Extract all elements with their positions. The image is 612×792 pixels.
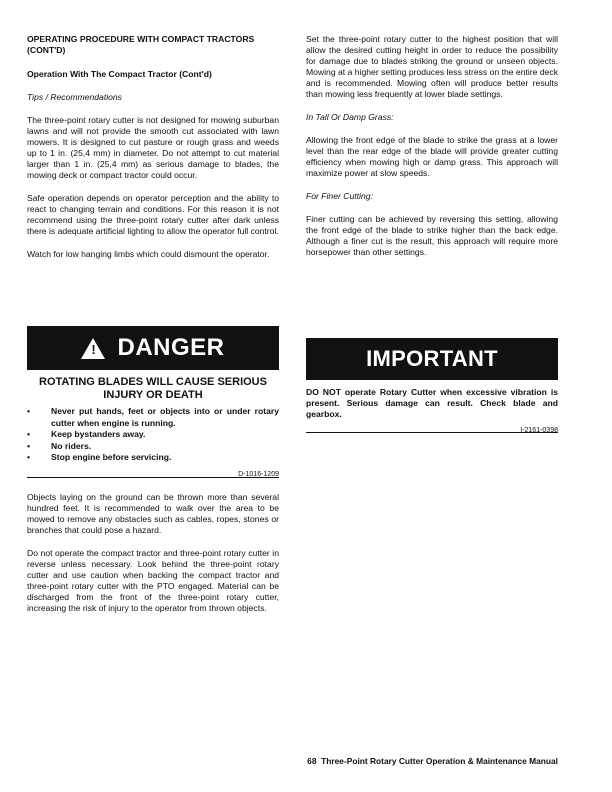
paragraph-thrown-objects: Objects laying on the ground can be thrown more than several hundred feet. It is recommended to walk over the area to be mowed to remove any obstacles such as cables, ropes, stones or branches that could pose a hazard. xyxy=(27,492,279,535)
paragraph-cutting-height: Set the three-point rotary cutter to the highest position that will allow the desired cutting height in order to reduce the possibility for damage due to blades striking the ground or unseen objects. Mowing at a higher setting produces less stress on the entire deck and is recommended. Mowing often will produce better results than mowing less frequently at lower blade settings. xyxy=(306,34,558,99)
paragraph-low-limbs: Watch for low hanging limbs which could dismount the operator. xyxy=(27,249,270,259)
important-notice-box xyxy=(306,338,558,433)
paragraph-finer-cutting: Finer cutting can be achieved by reversing this setting, allowing the front edge of the blade to strike higher than the back edge. Although a finer cut is the result, this approach will require more horsepower than other settings. xyxy=(306,214,558,257)
important-text: DO NOT operate Rotary Cutter when excessive vibration is present. Serious damage can result. Check blade and gearbox. xyxy=(306,387,558,419)
tall-grass-label: In Tall Or Damp Grass: xyxy=(306,112,394,122)
danger-bullet: • Stop engine before servicing. xyxy=(27,452,279,464)
danger-bullet-list xyxy=(27,406,279,464)
page-footer xyxy=(307,756,558,766)
danger-title: ROTATING BLADES WILL CAUSE SERIOUS INJURY OR DEATH xyxy=(39,376,267,401)
left-column xyxy=(27,34,279,260)
important-decal-code: I-2161-0398 xyxy=(520,427,558,434)
paragraph-safe-operation: Safe operation depends on operator perception and the ability to react to changing terrain and conditions. For this reason it is not recommend using the three-point rotary cutter after dark unless there is adequate artificial lighting to allow the operator full control. xyxy=(27,193,279,236)
paragraph-design-limits: The three-point rotary cutter is not designed for mowing suburban lawns and will not provide the smooth cut associated with lawn mowers. It is designed to cut pasture or rough grass and weeds up to 1 in. (25,4 mm) in diameter. Do not attempt to cut material larger than 1 in. (25,4 mm) as serious damage to blades, the mowing deck or compact tractor could occur. xyxy=(27,115,279,180)
danger-word: DANGER xyxy=(117,334,225,361)
danger-bullet: • No riders. xyxy=(27,441,279,453)
subsection-heading: Operation With The Compact Tractor (Cont'd) xyxy=(27,69,212,79)
danger-banner xyxy=(27,326,279,370)
paragraph-tall-grass: Allowing the front edge of the blade to strike the grass at a lower level than the rear edge of the blade will provide greater cutting efficiency when mowing high or damp grass. This approach will maximize power at slow speeds. xyxy=(306,135,558,178)
section-heading: OPERATING PROCEDURE WITH COMPACT TRACTORS (CONT'D) xyxy=(27,34,255,55)
danger-decal-code: D-1016-1209 xyxy=(238,470,279,478)
warning-triangle-icon: ! xyxy=(81,338,105,359)
danger-bullet: • Keep bystanders away. xyxy=(27,429,279,441)
page-number: 68 xyxy=(307,756,317,766)
manual-title: Three-Point Rotary Cutter Operation & Maintenance Manual xyxy=(321,756,558,766)
important-banner xyxy=(306,338,558,380)
danger-safety-box xyxy=(27,326,279,478)
finer-cutting-label: For Finer Cutting: xyxy=(306,191,373,201)
right-column xyxy=(306,34,558,258)
tips-label: Tips / Recommendations xyxy=(27,92,122,102)
paragraph-reverse-operation: Do not operate the compact tractor and three-point rotary cutter in reverse unless necessary. Look behind the three-point rotary cutter and use caution when backing the compact tractor and three-point rotary cutter with the PTO engaged. Material can be discharged from the front of the three-point rotary cutter, increasing the risk of injury to the operator from thrown objects. xyxy=(27,548,279,613)
important-word: IMPORTANT xyxy=(366,346,498,371)
left-column-lower xyxy=(27,492,279,614)
danger-bullet: • Never put hands, feet or objects into or under rotary cutter when engine is running. xyxy=(27,406,279,429)
